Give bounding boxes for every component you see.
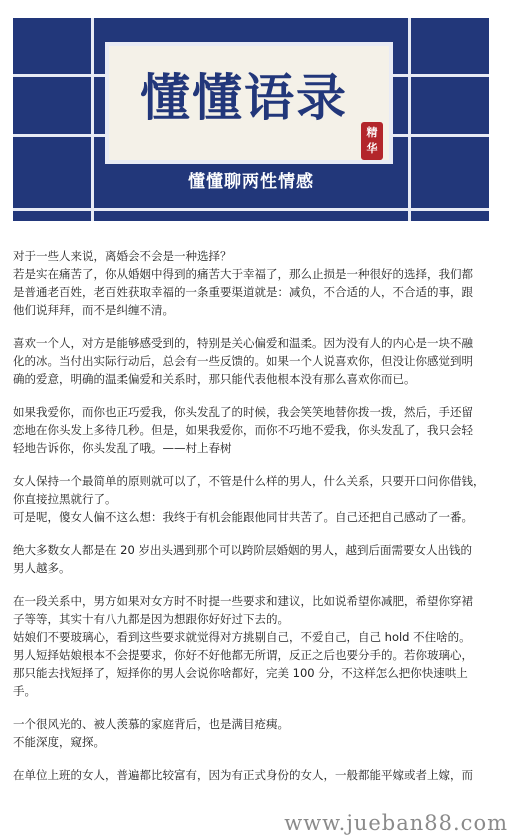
article-paragraph — [13, 403, 491, 457]
article-paragraph — [13, 715, 491, 751]
paragraph-line: 他们说拜拜，而不是纠缠不清。 — [13, 303, 174, 317]
paragraph-line: 男人短择姑娘根本不会提要求，你好不好他都无所谓，反正之后也要分手的。若你玻璃心， — [13, 648, 473, 662]
paragraph-line: 在一段关系中，男方如果对女方时不时提一些要求和建议，比如说希望你减肥，希望你穿裙 — [13, 594, 473, 608]
seal-text: 精 — [366, 126, 378, 139]
paragraph-line: 确的爱意，明确的温柔偏爱和关系时，那只能代表他根本没有那么喜欢你而已。 — [13, 372, 416, 386]
paragraph-line: 一个很风光的、被人羡慕的家庭背后，也是满目疮痍。 — [13, 717, 289, 731]
article-paragraph — [13, 541, 491, 577]
paragraph-line: 男人越多。 — [13, 561, 71, 575]
banner-grid-line — [393, 74, 489, 77]
paragraph-line: 女人保持一个最简单的原则就可以了，不管是什么样的男人，什么关系，只要开口问你借钱， — [13, 474, 485, 488]
banner-title-panel — [105, 42, 393, 164]
paragraph-line: 恋地在你头发上多待几秒。但是，如果我爱你，而你不巧地不爱我，你头发乱了，我只会轻 — [13, 423, 473, 437]
article-paragraph — [13, 247, 491, 319]
article-paragraph — [13, 766, 491, 784]
paragraph-line: 姑娘们不要玻璃心，看到这些要求就觉得对方挑剔自己，不爱自己，自己 hold 不住啥的。 — [13, 630, 471, 644]
paragraph-line: 轻地告诉你，你头发乱了哦。——村上春树 — [13, 441, 232, 455]
banner-grid-line — [13, 134, 105, 137]
paragraph-line: 喜欢一个人，对方是能够感受到的，特别是关心偏爱和温柔。因为没有人的内心是一块不融 — [13, 336, 473, 350]
paragraph-line: 是普通老百姓，老百姓获取幸福的一条重要渠道就是：减负，不合适的人，不合适的事，跟 — [13, 285, 473, 299]
site-watermark: www.jueban88.com — [284, 811, 508, 835]
paragraph-line: 绝大多数女人都是在 20 岁出头遇到那个可以跨阶层婚姻的男人，越到后面需要女人出钱的 — [13, 543, 472, 557]
article-paragraph — [13, 592, 491, 700]
paragraph-line: 化的冰。当付出实际行动后，总会有一些反馈的。如果一个人说喜欢你，但没让你感觉到明 — [13, 354, 473, 368]
article-body — [13, 247, 491, 799]
paragraph-line: 你直接拉黑就行了。 — [13, 492, 117, 506]
paragraph-line: 不能深度，窥探。 — [13, 735, 105, 749]
banner-title: 懂懂语录 — [140, 68, 348, 127]
banner-grid-line — [13, 208, 489, 211]
paragraph-line: 若是实在痛苦了，你从婚姻中得到的痛苦大于幸福了，那么止损是一种很好的选择，我们都 — [13, 267, 473, 281]
seal-text: 华 — [366, 142, 378, 155]
header-banner — [13, 18, 489, 221]
paragraph-line: 如果我爱你，而你也正巧爱我，你头发乱了的时候，我会笑笑地替你拨一拨，然后，手还留 — [13, 405, 473, 419]
paragraph-line: 手。 — [13, 684, 36, 698]
paragraph-line: 子等等，其实十有八九都是因为想跟你好好过下去的。 — [13, 612, 289, 626]
paragraph-line: 那只能去找短择了，短择你的男人会说你啥都好，完美 100 分，不这样怎么把你快速哄上 — [13, 666, 468, 680]
article-paragraph — [13, 334, 491, 388]
banner-grid-line — [393, 134, 489, 137]
paragraph-line: 在单位上班的女人，普遍都比较富有，因为有正式身份的女人，一般都能平嫁或者上嫁，而 — [13, 768, 473, 782]
banner-subtitle: 懂懂聊两性情感 — [188, 172, 314, 192]
paragraph-line: 对于一些人来说，离婚会不会是一种选择？ — [13, 249, 232, 263]
article-paragraph — [13, 472, 491, 526]
paragraph-line: 可是呢，傻女人偏不这么想：我终于有机会能跟他同甘共苦了。自己还把自己感动了一番。 — [13, 510, 473, 524]
seal-stamp — [361, 122, 383, 160]
banner-grid-line — [13, 74, 105, 77]
